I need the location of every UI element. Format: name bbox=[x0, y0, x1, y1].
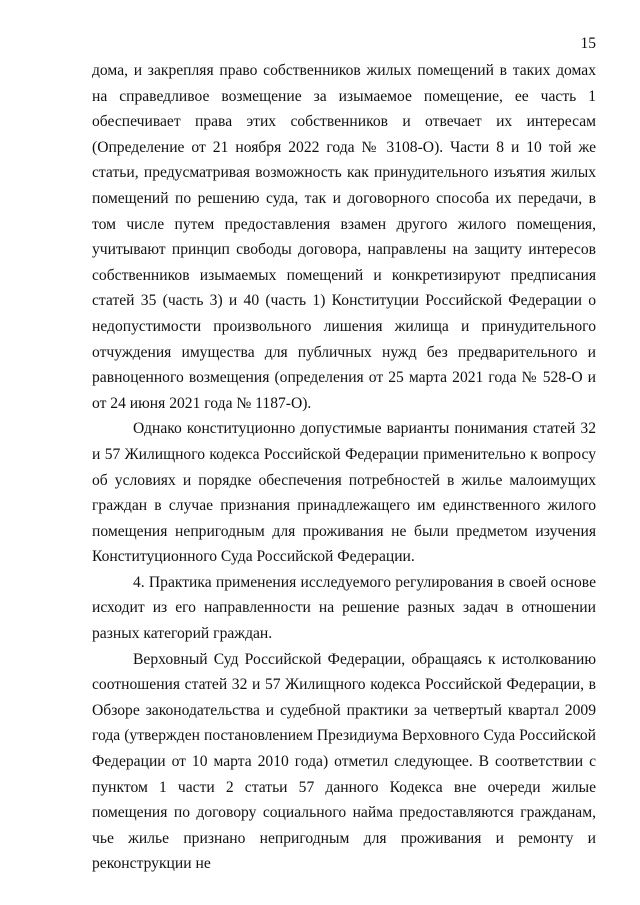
paragraph-2: Однако конституционно допустимые варианты понимания статей 32 и 57 Жилищного кодекса Российской Федерации применительно к вопросу об условиях и порядке обеспечения потребностей в жилье малоимущих граждан в случае признания принадлежащего им единственного жилого помещения непригодным для проживания не были предметом изучения Конституционного Суда Российской Федерации. bbox=[92, 420, 596, 566]
paragraph-3: 4. Практика применения исследуемого регулирования в своей основе исходит из его направленности на решение разных задач в отношении разных категорий граждан. bbox=[92, 573, 596, 643]
paragraph-4: Верховный Суд Российской Федерации, обращаясь к истолкованию соотношения статей 32 и 57 Жилищного кодекса Российской Федерации, в Обзоре законодательства и судебной практики за четвертый квартал 2009 года (утвержден постановлением Президиума Верховного Суда Российской Федерации от 10 марта 2010 года) отметил следующее. В соответствии с пунктом 1 части 2 статьи 57 данного Кодекса вне очереди жилые помещения по договору социального найма предоставляются гражданам, чье жилье признано непригодным для проживания и ремонту и реконструкции не bbox=[92, 650, 596, 873]
paragraph-1: дома, и закрепляя право собственников жилых помещений в таких домах на справедливое возмещение за изымаемое помещение, ее часть 1 обеспечивает права этих собственников и отвечает их интересам (Определение от 21 ноября 2022 года № 3108-О). Части 8 и 10 той же статьи, предусматривая возможность как принудительного изъятия жилых помещений по решению суда, так и договорного способа их передачи, в том числе путем предоставления взамен другого жилого помещения, учитывают принцип свободы договора, направлены на защиту интересов собственников изымаемых помещений и конкретизируют предписания статей 35 (часть 3) и 40 (часть 1) Конституции Российской Федерации о недопустимости произвольного лишения жилища и принудительного отчуждения имущества для публичных нужд без предварительного и равноценного возмещения (определения от 25 марта 2021 года № 528-О и от 24 июня 2021 года № 1187-О). bbox=[92, 62, 596, 412]
document-body bbox=[92, 58, 596, 877]
page-number: 15 bbox=[580, 35, 596, 52]
